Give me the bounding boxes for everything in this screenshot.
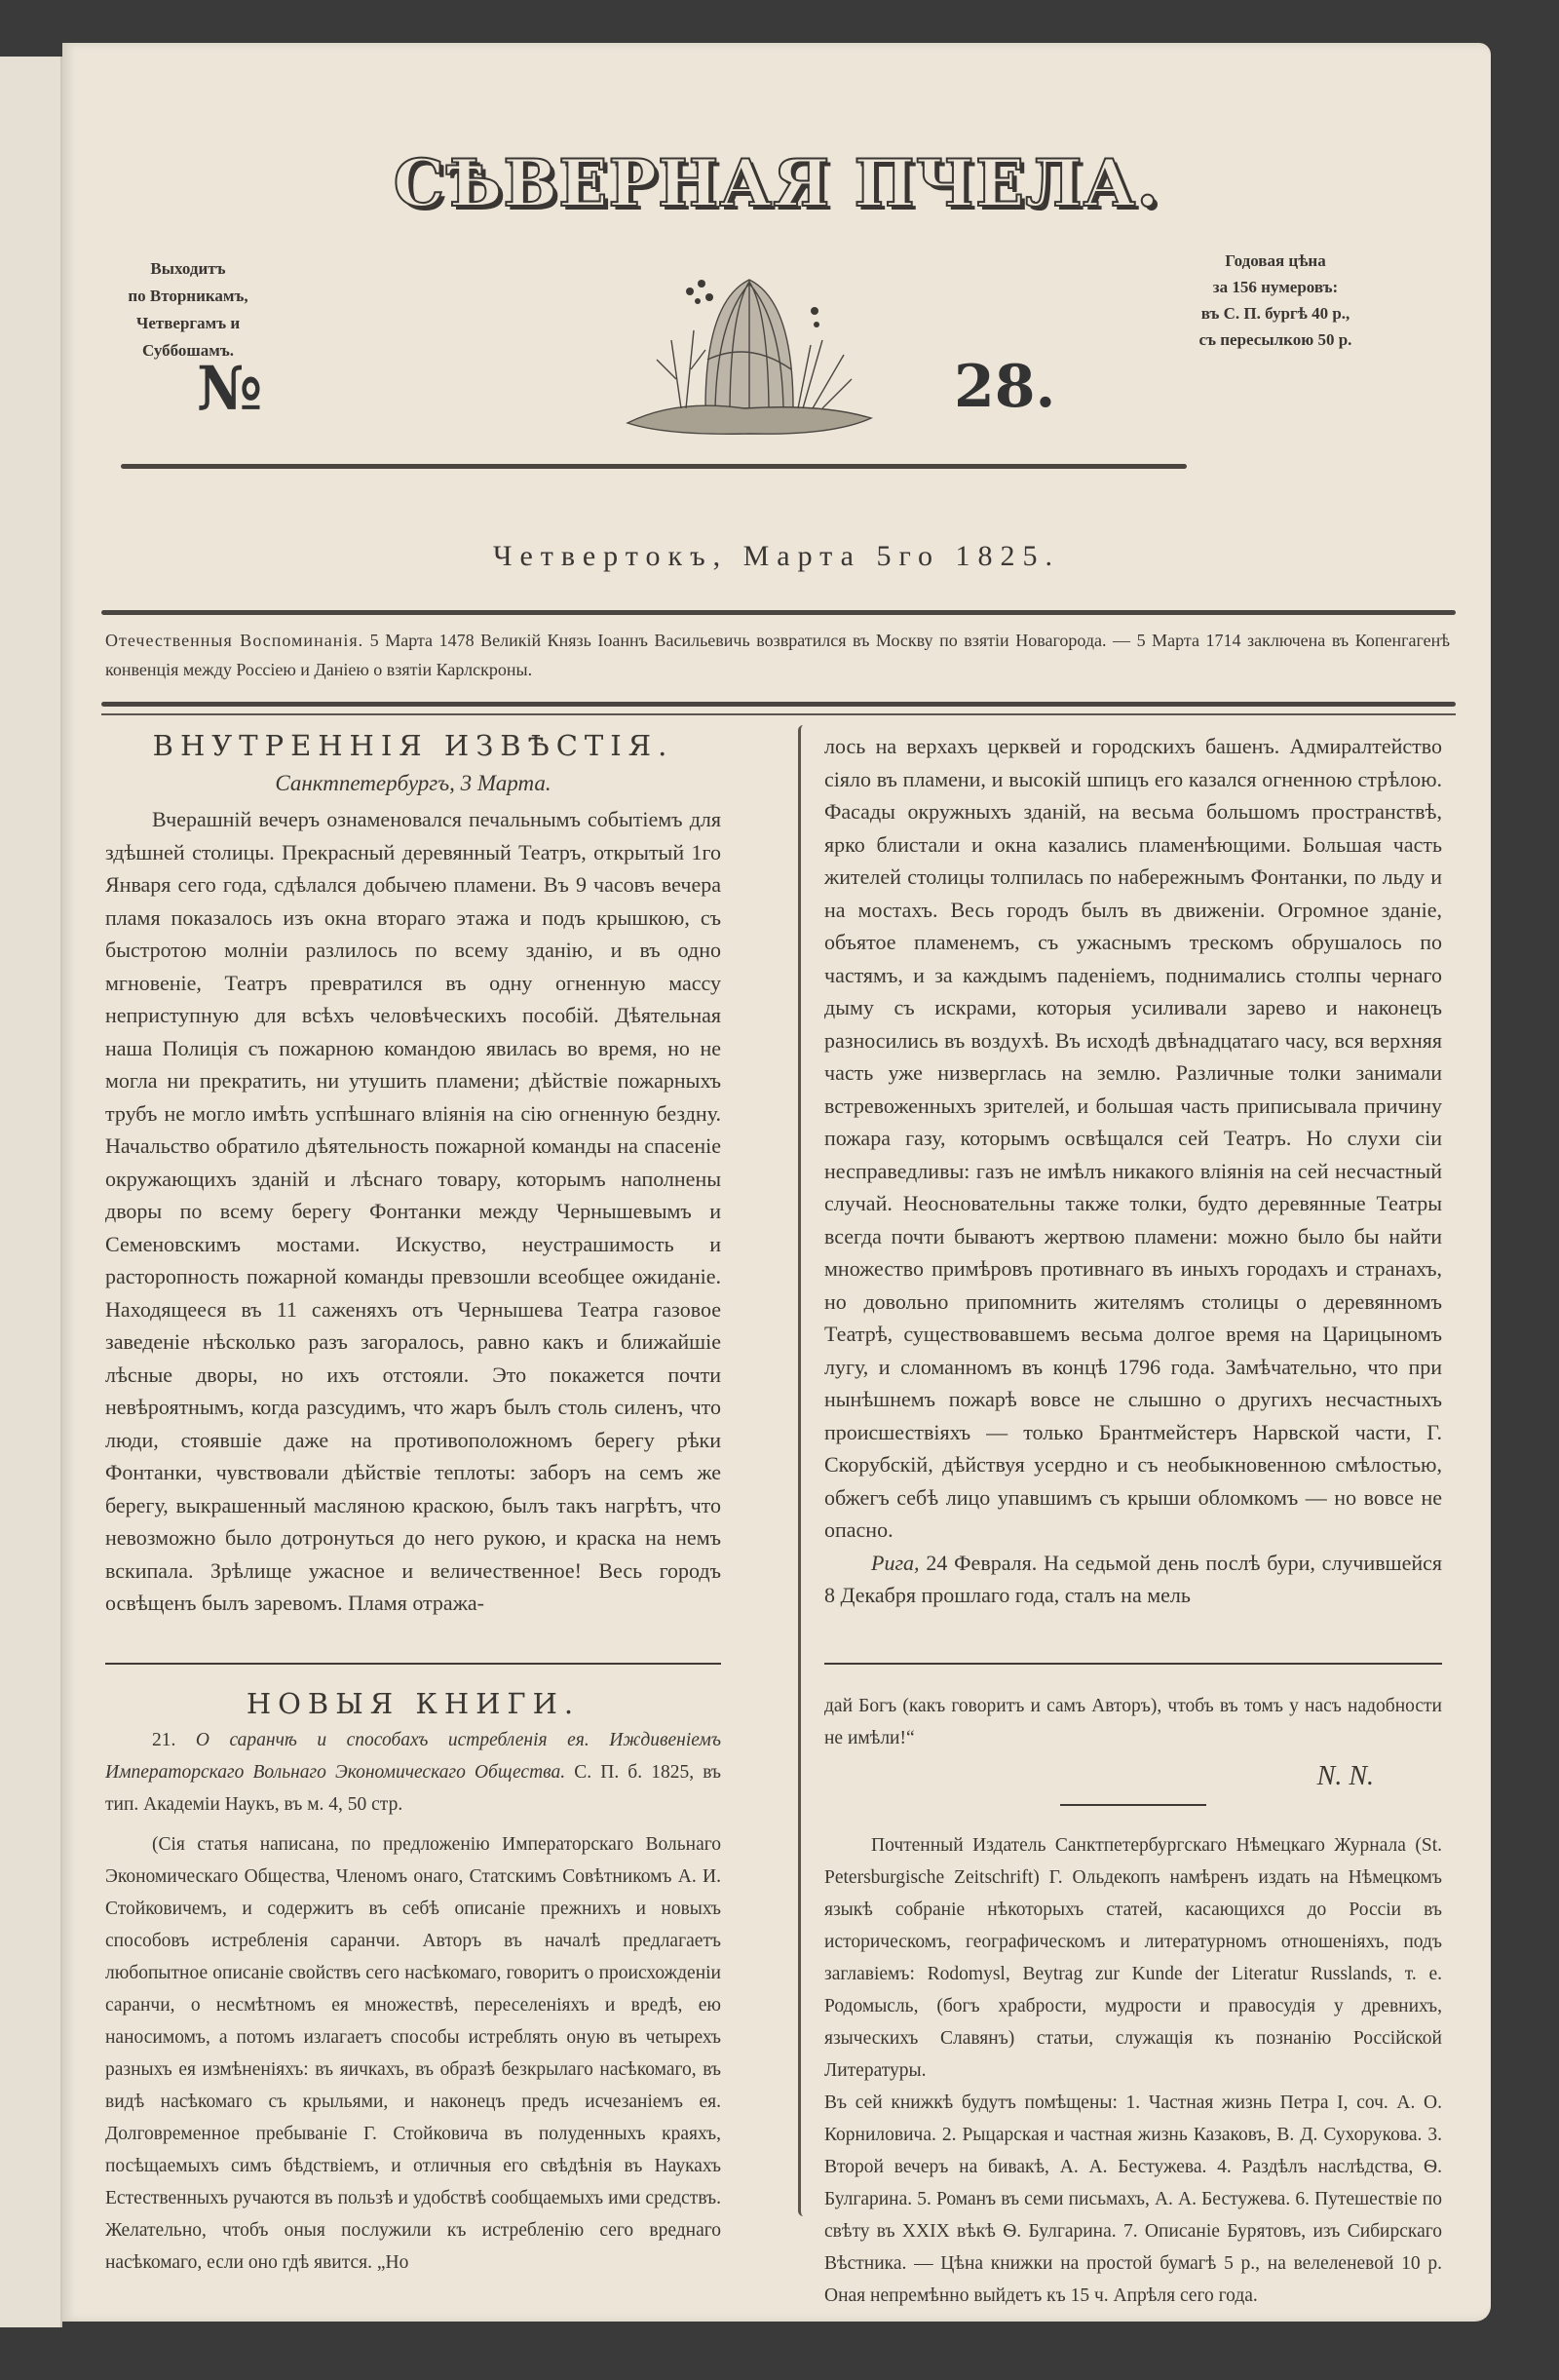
book-review: (Сія статья написана, по предложенію Императорскаго Вольнаго Экономическаго Общества, Членомъ онаго, Статскимъ Совѣтникомъ А. И. Стойковичемъ, и содержитъ въ себѣ описаніе прежнихъ и новыхъ способовъ истребленія саранчи. Авторъ въ началѣ предлагаетъ любопытное описаніе свойствъ сего насѣкомаго, говоритъ о происхожденіи саранчи, о несмѣтномъ ея множествѣ, переселеніяхъ и вредѣ, ею наносимомъ, а потомъ излагаетъ способы истреблять оную въ четырехъ разныхъ ея измѣненіяхъ: въ яичкахъ, въ образѣ безкрылаго насѣкомаго, въ видѣ насѣкомаго съ крыльями, и наконецъ предъ исчезаніемъ ея. Долговременное пребываніе Г. Стойковича въ полуденныхъ краяхъ, посѣщаемыхъ симъ бѣдствіемъ, и отличныя его свѣдѣнія въ Наукахъ Естественныхъ ручаются въ пользѣ и удобствѣ сообщаемыхъ ими средствъ. Желательно, чтобъ оныя послужили къ истребленію сего вреднаго насѣкомаго, если оно гдѣ явится. „Но xyxy=(105,1834,721,2273)
schedule-line: Четвергамъ и xyxy=(135,314,241,332)
annual-price xyxy=(1163,248,1388,353)
book-entry xyxy=(105,1724,721,1821)
publication-schedule xyxy=(115,255,261,365)
section-rule xyxy=(101,610,1456,615)
short-rule xyxy=(1060,1804,1206,1806)
beehive-icon xyxy=(589,262,910,438)
masthead-rule xyxy=(121,464,1187,469)
number-sign: № xyxy=(197,353,263,424)
column-rule xyxy=(105,1663,721,1665)
adjacent-page-edge xyxy=(0,57,62,2327)
masthead-title: СѢВЕРНАЯ ПЧЕЛА. xyxy=(393,145,1160,221)
column-right-bottom xyxy=(824,1690,1442,2312)
memorials-text: 5 Марта 1478 Великій Князь Іоаннъ Васильевичь возвратился въ Москву по взятіи Новагорода. — 5 Марта 1714 заключена въ Копенгагенѣ конвенція между Россіею и Даніею о взятіи Карлскроны. xyxy=(105,631,1450,679)
price-line: за 156 нумеровъ: xyxy=(1212,278,1339,296)
book-entry-number: 21. xyxy=(152,1730,176,1750)
announcement-part1: Почтенный Издатель Санктпетербургскаго Нѣмецкаго Журнала (St. Petersburgische Zeitschrift) Г. Ольдекопъ намѣренъ издать на Нѣмецкомъ языкѣ собраніе нѣкоторыхъ статей, касающихся до Россіи въ историческомъ, географическомъ и литературномъ отношеніяхъ, подъ заглавіемъ: Rodomysl, Beytrag zur Kunde der Literatur Russlands, т. е. Родомысль, (богъ храбрости, мудрости и правосудія у древнихъ, языческихъ Славянъ) статьи, служащія къ познанію Россійской Литературы. xyxy=(824,1835,1442,2081)
newspaper-page xyxy=(62,43,1491,2322)
national-memorials xyxy=(105,626,1450,684)
book-entry-title: О саранчѣ и способахъ истребленія ея. Иждивеніемъ Императорскаго Вольнаго Экономическаго Общества. xyxy=(105,1730,721,1783)
article-body-continued: лось на верхахъ церквей и городскихъ башенъ. Адмиралтейство сіяло въ пламени, и высокій шпицъ его казался огненною стрѣлою. Фасады окружныхъ зданій, на весьма большомъ пространствѣ, ярко блистали и окна казались пламенѣющими. Большая часть жителей столицы толпилась по набережнымъ Фонтанки, по льду и на мостахъ. Весь городъ былъ въ движеніи. Огромное зданіе, объятое пламенемъ, съ ужаснымъ трескомъ обрушалось по частямъ, и за каждымъ паденіемъ, поднимались столпы чернаго дыму съ искрами, которыя усиливали зарево и наконецъ разносились въ воздухѣ. Въ исходѣ двѣнадцатаго часу, вся верхняя часть уже низверглась на землю. Различные толки занимали встревоженныхъ зрителей, и большая часть приписывала причину пожара газу, которымъ освѣщался сей Театръ. Но слухи сіи несправедливы: газъ не имѣлъ никакого вліянія на сей несчастный случай. Неосновательны также толки, будто деревянные Театры всегда почти бываютъ жертвою пламени: можно было бы найти множество примѣровъ противнаго въ иныхъ городахъ и странахъ, но довольно припомнить жителямъ столицы о деревянномъ Театрѣ, существовавшемъ весьма долгое время на Царицыномъ лугу, и сломанномъ въ концѣ 1796 года. Замѣчательно, что при нынѣшнемъ пожарѣ вовсе не слышно о другихъ несчастныхъ происшествіяхъ — только Брантмейстеръ Нарвской части, Г. Скорубскій, дѣйствуя усердно и съ необыкновенною смѣлостью, обжегъ себѣ лицо упавшимъ съ крыши обломкомъ — но вовсе не опасно. xyxy=(824,734,1442,1542)
riga-text: 24 Февраля. На седьмой день послѣ бури, случившейся 8 Декабря прошлаго года, сталъ на мель xyxy=(824,1550,1443,1607)
price-line: съ пересылкою 50 р. xyxy=(1198,330,1352,349)
review-signature: N. N. xyxy=(1316,1761,1374,1791)
announcement-part2: Въ сей книжкѣ будутъ помѣщены: 1. Частная жизнь Петра I, соч. А. О. Корниловича. 2. Рыцарская и частная жизнь Казаковъ, В. Д. Сухорукова. 3. Второй вечеръ на бивакѣ, А. А. Бестужева. 4. Раздѣлъ наслѣдства, Ѳ. Булгарина. 5. Романъ въ семи письмахъ, А. А. Бестужева. 6. Путешествіе по свѣту въ XXIX вѣкѣ Ѳ. Булгарина. 7. Описаніе Бурятовъ, изъ Сибирскаго Вѣстника. — Цѣна книжки на простой бумагѣ 5 р., на велеленевой 10 р. Оная непремѣнно выйдетъ къ 15 ч. Апрѣля сего года. xyxy=(824,2092,1442,2306)
column-left-bottom xyxy=(105,1688,721,2279)
news-dateline: Санктпетербургъ, 3 Марта. xyxy=(275,770,551,795)
issue-number: 28. xyxy=(954,353,1056,421)
riga-place: Рига, xyxy=(871,1550,920,1575)
section-rule xyxy=(101,702,1456,707)
book-entry-imprint: С. П. б. 1825, въ тип. Академіи Наукъ, въ м. 4, 50 стр. xyxy=(105,1762,721,1815)
memorials-heading: Отечественныя Воспоминанія. xyxy=(105,631,364,650)
price-line: въ С. П. бургѣ 40 р., xyxy=(1200,304,1350,323)
issue-dateline: Четвертокъ, Марта 5го 1825. xyxy=(492,540,1061,572)
book-review-continued: дай Богъ (какъ говоритъ и самъ Авторъ), чтобъ въ томъ у насъ надобности не имѣли!“ xyxy=(824,1696,1442,1748)
column-divider xyxy=(798,725,809,2216)
schedule-line: Суббошамъ. xyxy=(142,341,234,360)
price-line: Годовая цѣна xyxy=(1225,251,1326,270)
column-rule xyxy=(824,1663,1442,1665)
riga-report xyxy=(824,1547,1442,1612)
section-rule xyxy=(101,713,1456,715)
column-right-top xyxy=(824,730,1442,1612)
section-title-new-books: НОВЫЯ КНИГИ. xyxy=(246,1687,581,1720)
schedule-line: Выходитъ xyxy=(150,259,226,278)
article-body: Вчерашній вечеръ ознаменовался печальнымъ событіемъ для здѣшней столицы. Прекрасный деревянный Театръ, открытый 1го Января сего года, сдѣлался добычею пламени. Въ 9 часовъ вечера пламя показалось изъ окна втораго этажа и подъ крышкою, съ быстротою молніи разлилось по всему зданію, и въ одно мгновеніе, Театръ превратился въ одну огненную массу неприступную для всѣхъ человѣческихъ пособій. Дѣятельная наша Полиція съ пожарною командою явилась во время, но не могла ни прекратить, ни утушить пламени; дѣйствіе пожарныхъ трубъ не могло имѣть успѣшнаго вліянія на сію огненную бездну. Начальство обратило дѣятельность пожарной команды на спасеніе окружающихъ зданій и лѣснаго товару, которымъ наполнены дворы по всему берегу Фонтанки между Чернышевымъ и Семеновскимъ мостами. Искуство, неустрашимость и расторопность пожарной команды превзошли всеобщее ожиданіе. Находящееся въ 11 саженяхъ отъ Чернышева Театра газовое заведеніе нѣсколько разъ загоралось, равно какъ и ближайшіе лѣсные дворы, но ихъ отстояли. Это покажется почти невѣроятнымъ, когда разсудимъ, что жаръ былъ столь силенъ, что люди, стоявшіе даже на противоположномъ берегу рѣки Фонтанки, чувствовали дѣйствіе теплоты: заборъ на семъ же берегу, выкрашенный масляною краскою, былъ такъ нагрѣтъ, что невозможно было дотронуться до него рукою, и краска на немъ вскипала. Зрѣлище ужасное и величественное! Весь городъ освѣщенъ былъ заревомъ. Пламя отража- xyxy=(105,807,721,1615)
section-title-domestic-news: ВНУТРЕННІЯ ИЗВѢСТІЯ. xyxy=(152,729,674,762)
column-left-top xyxy=(105,730,721,1620)
schedule-line: по Вторникамъ, xyxy=(128,287,248,305)
